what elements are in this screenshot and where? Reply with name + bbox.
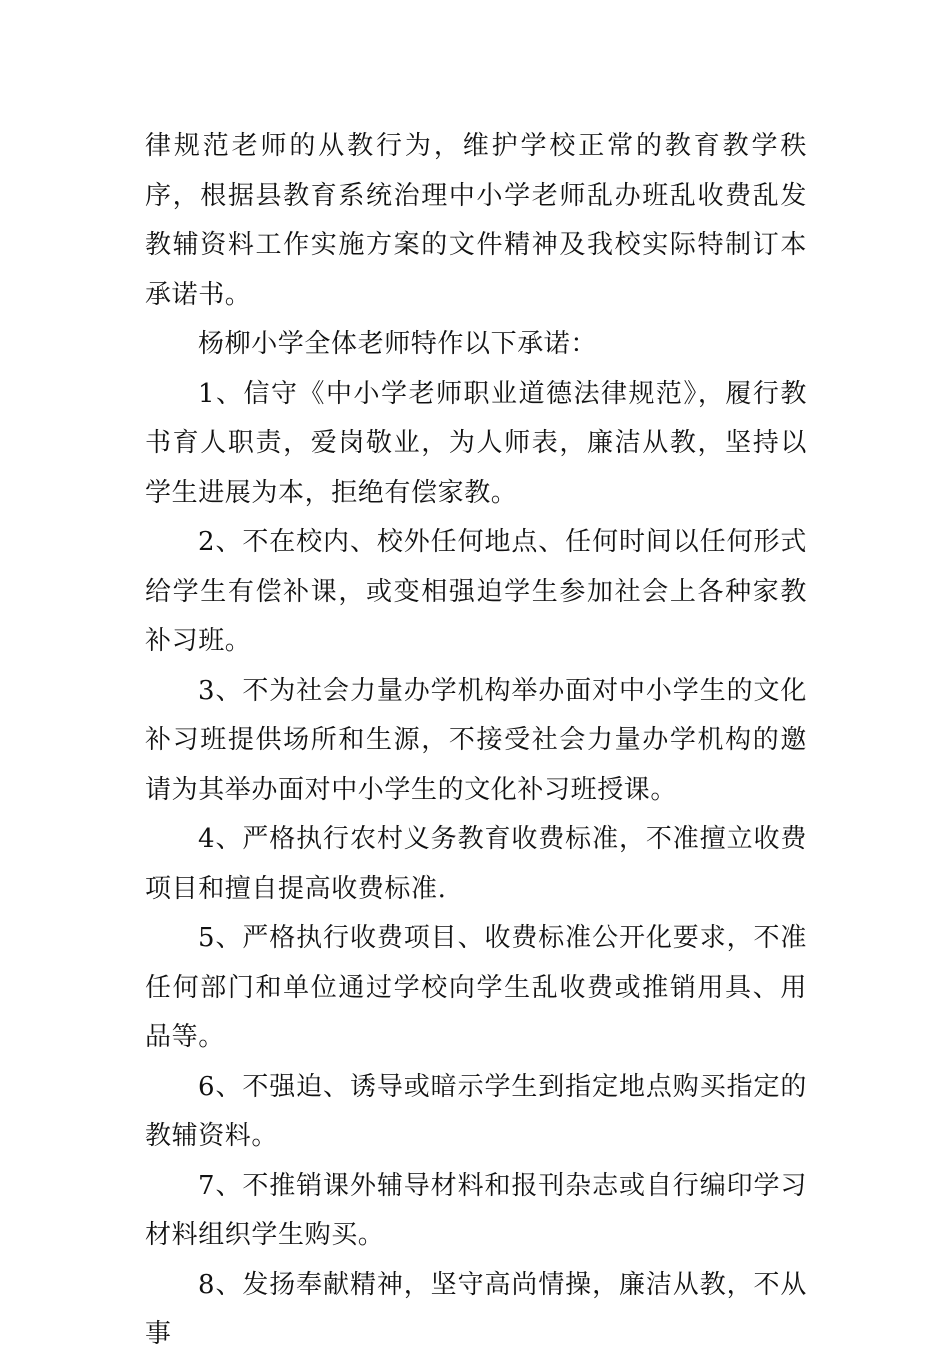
paragraph-item-6: 6、不强迫、诱导或暗示学生到指定地点购买指定的教辅资料。 [145,1071,807,1151]
paragraph-continuation: 律规范老师的从教行为，维护学校正常的教育教学秩序，根据县教育系统治理中小学老师乱办班乱收费乱发教辅资料工作实施方案的文件精神及我校实际特制订本承诺书。 [145,131,807,310]
paragraph-commitment-intro: 杨柳小学全体老师特作以下承诺： [198,329,598,359]
paragraph-item-2: 2、不在校内、校外任何地点、任何时间以任何形式给学生有偿补课，或变相强迫学生参加社会上各种家教补习班。 [145,527,807,656]
document-body [145,122,807,1360]
paragraph-item-5: 5、严格执行收费项目、收费标准公开化要求，不准任何部门和单位通过学校向学生乱收费或推销用具、用品等。 [145,923,807,1052]
paragraph-item-3: 3、不为社会力量办学机构举办面对中小学生的文化补习班提供场所和生源，不接受社会力量办学机构的邀请为其举办面对中小学生的文化补习班授课。 [145,675,807,805]
paragraph-item-1: 1、信守《中小学老师职业道德法律规范》，履行教书育人职责，爱岗敬业，为人师表，廉洁从教，坚持以学生进展为本，拒绝有偿家教。 [145,378,807,508]
paragraph-item-4: 4、严格执行农村义务教育收费标准，不准擅立收费项目和擅自提高收费标准. [145,824,807,904]
paragraph-item-7: 7、不推销课外辅导材料和报刊杂志或自行编印学习材料组织学生购买。 [145,1170,807,1250]
paragraph-item-8: 8、发扬奉献精神，坚守高尚情操，廉洁从教，不从事 [145,1269,807,1349]
